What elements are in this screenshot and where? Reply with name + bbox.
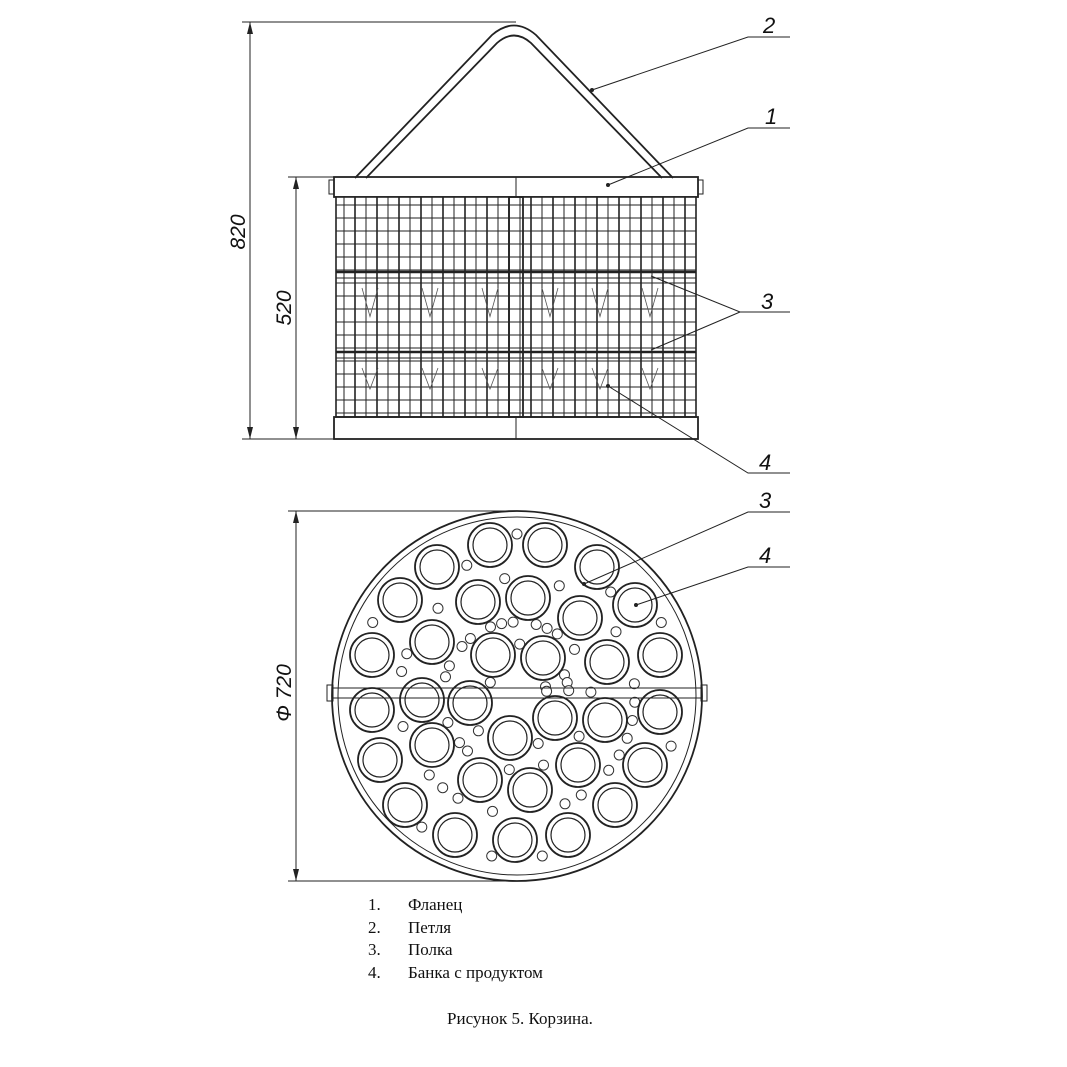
legend-item: 2. Петля bbox=[368, 917, 452, 937]
top-flange bbox=[329, 177, 703, 197]
jar-top bbox=[546, 813, 590, 857]
dimension-label-520: 520 bbox=[273, 290, 296, 326]
callout-3-side: 3 bbox=[761, 289, 774, 314]
jar-top bbox=[350, 688, 394, 732]
dimension-body-height bbox=[273, 177, 334, 439]
jar-top bbox=[638, 633, 682, 677]
jar-top bbox=[593, 783, 637, 827]
jar-top bbox=[458, 758, 502, 802]
jar-top bbox=[410, 723, 454, 767]
figure-caption: Рисунок 5. Корзина. bbox=[447, 1009, 593, 1028]
jar-top bbox=[456, 580, 500, 624]
callout-1: 1 bbox=[765, 104, 778, 129]
jar-top bbox=[433, 813, 477, 857]
legend-item: 1. Фланец bbox=[368, 895, 463, 914]
callout-3-top: 3 bbox=[759, 488, 772, 513]
callout-4-side: 4 bbox=[759, 450, 772, 475]
dimension-label-820: 820 bbox=[227, 214, 250, 250]
legend-item: 4. Банка с продуктом bbox=[368, 962, 543, 982]
callout-2: 2 bbox=[763, 13, 776, 38]
legend-list bbox=[368, 894, 543, 984]
mesh-body bbox=[336, 197, 696, 417]
jar-top bbox=[638, 690, 682, 734]
jar-top bbox=[508, 768, 552, 812]
jar-top bbox=[521, 636, 565, 680]
jar-top bbox=[400, 678, 444, 722]
jar-top bbox=[350, 633, 394, 677]
jar-top bbox=[575, 545, 619, 589]
bottom-flange bbox=[334, 417, 698, 439]
jar-top bbox=[558, 596, 602, 640]
legend-item: 3. Полка bbox=[368, 940, 453, 959]
jar-top bbox=[358, 738, 402, 782]
jar-top bbox=[471, 633, 515, 677]
jar-top bbox=[378, 578, 422, 622]
jar-top bbox=[523, 523, 567, 567]
jar-top bbox=[415, 545, 459, 589]
callout-4-top: 4 bbox=[759, 543, 772, 568]
jar-top bbox=[585, 640, 629, 684]
side-view bbox=[227, 13, 790, 475]
jar-top bbox=[410, 620, 454, 664]
jar-top bbox=[533, 696, 577, 740]
jar-top bbox=[383, 783, 427, 827]
jar-top bbox=[623, 743, 667, 787]
jar-top bbox=[468, 523, 512, 567]
top-view bbox=[273, 488, 790, 881]
jar-top bbox=[583, 698, 627, 742]
dimension-label-720: Ф 720 bbox=[273, 664, 296, 722]
jar-top bbox=[493, 818, 537, 862]
handle-loop bbox=[355, 26, 673, 179]
jar-top bbox=[506, 576, 550, 620]
jars bbox=[350, 523, 682, 862]
jar-top bbox=[488, 716, 532, 760]
jar-top bbox=[556, 743, 600, 787]
